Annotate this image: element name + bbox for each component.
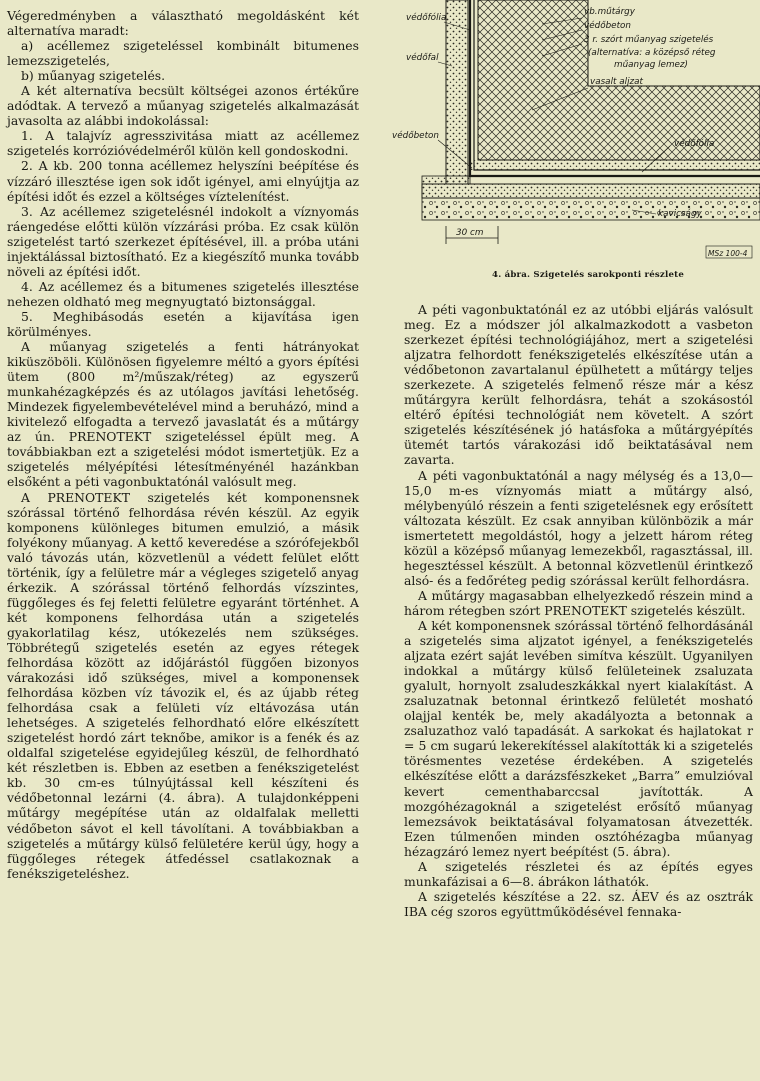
- paragraph: A műanyag szigetelés a fenti hátrányokat kiküszöböli. Különösen figyelemre méltó a gyors építési ütem (800 m²/műszak/réteg) az egyszerű munkahézagképzés és az utólagos javítási lehetőség. Mindezek figyelembevételével mind a beruházó, mind a kivitelező elfogadta a tervező javaslatát és a műtárgy az ún. PRENOTEKT szigeteléssel épült meg. A továbbiakban ezt a szigetelési módot ismertetjük. Ez a szigetelés mélyépítési létesítményénél hazánkban elsőként a péti vagonbuktatónál valósult meg.: [7, 339, 359, 490]
- list-item-4: 4. Az acéllemez és a bitumenes szigetelés illesztése nehezen oldható meg megnyugtató biztonsággal.: [7, 278, 359, 309]
- label-vb-mutargy: vb.műtárgy: [584, 7, 635, 17]
- label-szort-szigeteles: 3 r. szórt műanyag szigetelés: [584, 35, 714, 45]
- label-alternativa-2: műanyag lemez): [614, 60, 688, 70]
- label-alternativa-1: (alternatíva: a középső réteg: [588, 48, 716, 58]
- right-text-column: [404, 302, 753, 919]
- label-vedofolia-right: védőfólia: [674, 139, 715, 149]
- list-item-2: 2. A kb. 200 tonna acéllemez helyszíni beépítése és vízzáró illesztése igen sok időt igényel, ami elnyújtja az építési időt és ezzel a költséges víztelenítést.: [7, 158, 359, 204]
- paragraph: A péti vagonbuktatónál a nagy mélység és a 13,0—15,0 m-es víznyomás miatt a műtárgy alsó, mélybenyúló részein a fenti szigetelésnek egy erősített változata készült. Ez csak annyiban különbözik a már ismertetett megoldástól, hogy a jelzett három réteg közül a középső műanyag lemezekből, ragasztással, ill. hegesztéssel készült. A betonnal közvetlenül érintkező alsó- és a fedőréteg pedig szórással került felhordásra.: [404, 467, 753, 588]
- list-item-1: 1. A talajvíz agresszivitása miatt az acéllemez szigetelés korrózióvédelméről külön kell gondoskodni.: [7, 128, 359, 159]
- label-vedobeton-left: védőbeton: [392, 131, 439, 141]
- left-text-column: [7, 8, 359, 881]
- gravel-bed: [422, 198, 760, 220]
- paragraph: Végeredményben a választható megoldásként két alternatíva maradt:: [7, 8, 359, 39]
- protective-concrete: [470, 160, 760, 170]
- list-item-a: a) acéllemez szigeteléssel kombinált bitumenes lemezszigetelés,: [7, 38, 359, 69]
- reinforced-base: [422, 184, 760, 198]
- paragraph: A két alternatíva becsült költségei azonos értékűre adódtak. A tervező a műanyag szigetelés alkalmazását javasolta az alábbi indokolással:: [7, 83, 359, 129]
- figure-caption: 4. ábra. Szigetelés sarokponti részlete: [492, 270, 684, 280]
- list-item-3: 3. Az acéllemez szigetelésnél indokolt a víznyomás ráengedése előtti külön vízzárási próba. Ez csak külön szigetelést tartó szerkezet építésével, ill. a próba utáni injektálással biztosítható. Ez a kiegészítő munka tovább növeli az építési időt.: [7, 203, 359, 279]
- paragraph: A péti vagonbuktatónál ez az utóbbi eljárás valósult meg. Ez a módszer jól alkalmazkodott a vasbeton szerkezet építési technológiájához, mert a szigetelési aljzatra felhordott fenékszigetelés elkészítése után a védőbetonon zavartalanul épülhetett a műtárgy teljes szerkezete. A szigetelés felmenő része már a kész műtárgyra került felhordásra, tehát a szokásostól eltérő építési technológiát nem követelt. A szórt szigetelés készítésének jó hatásfoka a műtárgyépítés ütemét tartós várakozási idő beiktatásával nem zavarta.: [404, 302, 753, 468]
- label-standard-code: MSz 100-4: [708, 249, 748, 258]
- label-vedobeton-top: védőbeton: [584, 21, 631, 31]
- paragraph: A PRENOTEKT szigetelés két komponensnek szórással történő felhordása révén készül. Az egyik komponens különleges bitumen emulzió, a másik folyékony műanyag. A kettő keveredése a szórófejekből való távozás után, közvetlenül a védett felület előtt történik, így a felületre már a végleges szigetelő anyag érkezik. A szórással történő felhordás vízszintes, függőleges és fej feletti felületre egyaránt történhet. A két komponens felhordása után a szigetelés gyakorlatilag kész, utókezelés nem szükséges. Többrétegű szigetelés esetén az egyes rétegek felhordása között az időjárástól függően bizonyos várakozási idő szükséges, mivel a komponensek felhordása közben víz távozik el, és az újabb réteg felhordása csak a felületi víz eltávozása után lehetséges. A szigetelés felhordható előre elkészített szigetelést hordó zárt teknőbe, amikor is a fenék és az oldalfal szigetelése egyidejűleg készül, de felhordható két részletben is. Ebben az esetben a fenékszigetelést kb. 30 cm-es túlnyújtással kell készíteni és védőbetonnal lezárni (4. ábra). A tulajdonképpeni műtárgy megépítése után az oldalfalak melletti védőbeton sávot el kell távolítani. A továbbiakban a szigetelés a műtárgy külső felületére kerül úgy, hogy a függőleges rétegek átfedéssel csatlakoznak a fenékszigeteléshez.: [7, 489, 359, 881]
- paragraph: A szigetelés részletei és az építés egyes munkafázisai a 6—8. ábrákon láthatók.: [404, 858, 753, 889]
- insulation-corner-detail-diagram: [392, 0, 760, 268]
- label-vedofolia-top: védőfólia: [406, 13, 447, 23]
- label-kavicsagy: kavicságy: [658, 209, 702, 219]
- list-item-5: 5. Meghibásodás esetén a kijavítása igen körülményes.: [7, 308, 359, 339]
- figure-4-drawing: [392, 0, 760, 300]
- paragraph: A műtárgy magasabban elhelyezkedő részein mind a három rétegben szórt PRENOTEKT szigetelés készült.: [404, 587, 753, 618]
- paragraph: A szigetelés készítése a 22. sz. ÁEV és az osztrák IBA cég szoros együttműködésével fennaka-: [404, 888, 753, 919]
- label-vasalt-aljzat: vasalt aljzat: [590, 77, 643, 87]
- dimension-label: 30 cm: [456, 228, 484, 238]
- label-vedofal: védőfal: [406, 53, 439, 63]
- list-item-b: b) műanyag szigetelés.: [21, 68, 166, 84]
- paragraph: A két komponensnek szórással történő felhordásánál a szigetelés sima aljzatot igényel, a fenékszigetelés aljzata ezért saját levében simítva készült. Ugyanilyen indokkal a műtárgy külső felületeinek zsaluzata gyalult, hornyolt zsaludeszkákkal nyert kialakítást. A zsaluzatnak betonnal érintkező felületét mosható olajjal kenték be, mely akadályozta a betonnak a zsaluzathoz való tapadását. A sarkokat és hajlatokat r = 5 cm sugarú lekerekítéssel alakították ki a szigetelés törésmentes vezetése érdekében. A szigetelés elkészítése előtt a darázsfészkeket „Barra” emulzióval kevert cementhabarccsal javították. A mozgóhézagoknál a szigetelést erősítő műanyag lemezsávok beiktatásával folyamatosan átvezették. Ezen túlmenően minden osztóhézagba műanyag hézagzáró lemez nyert beépítést (5. ábra).: [404, 617, 753, 859]
- protective-wall: [446, 0, 468, 184]
